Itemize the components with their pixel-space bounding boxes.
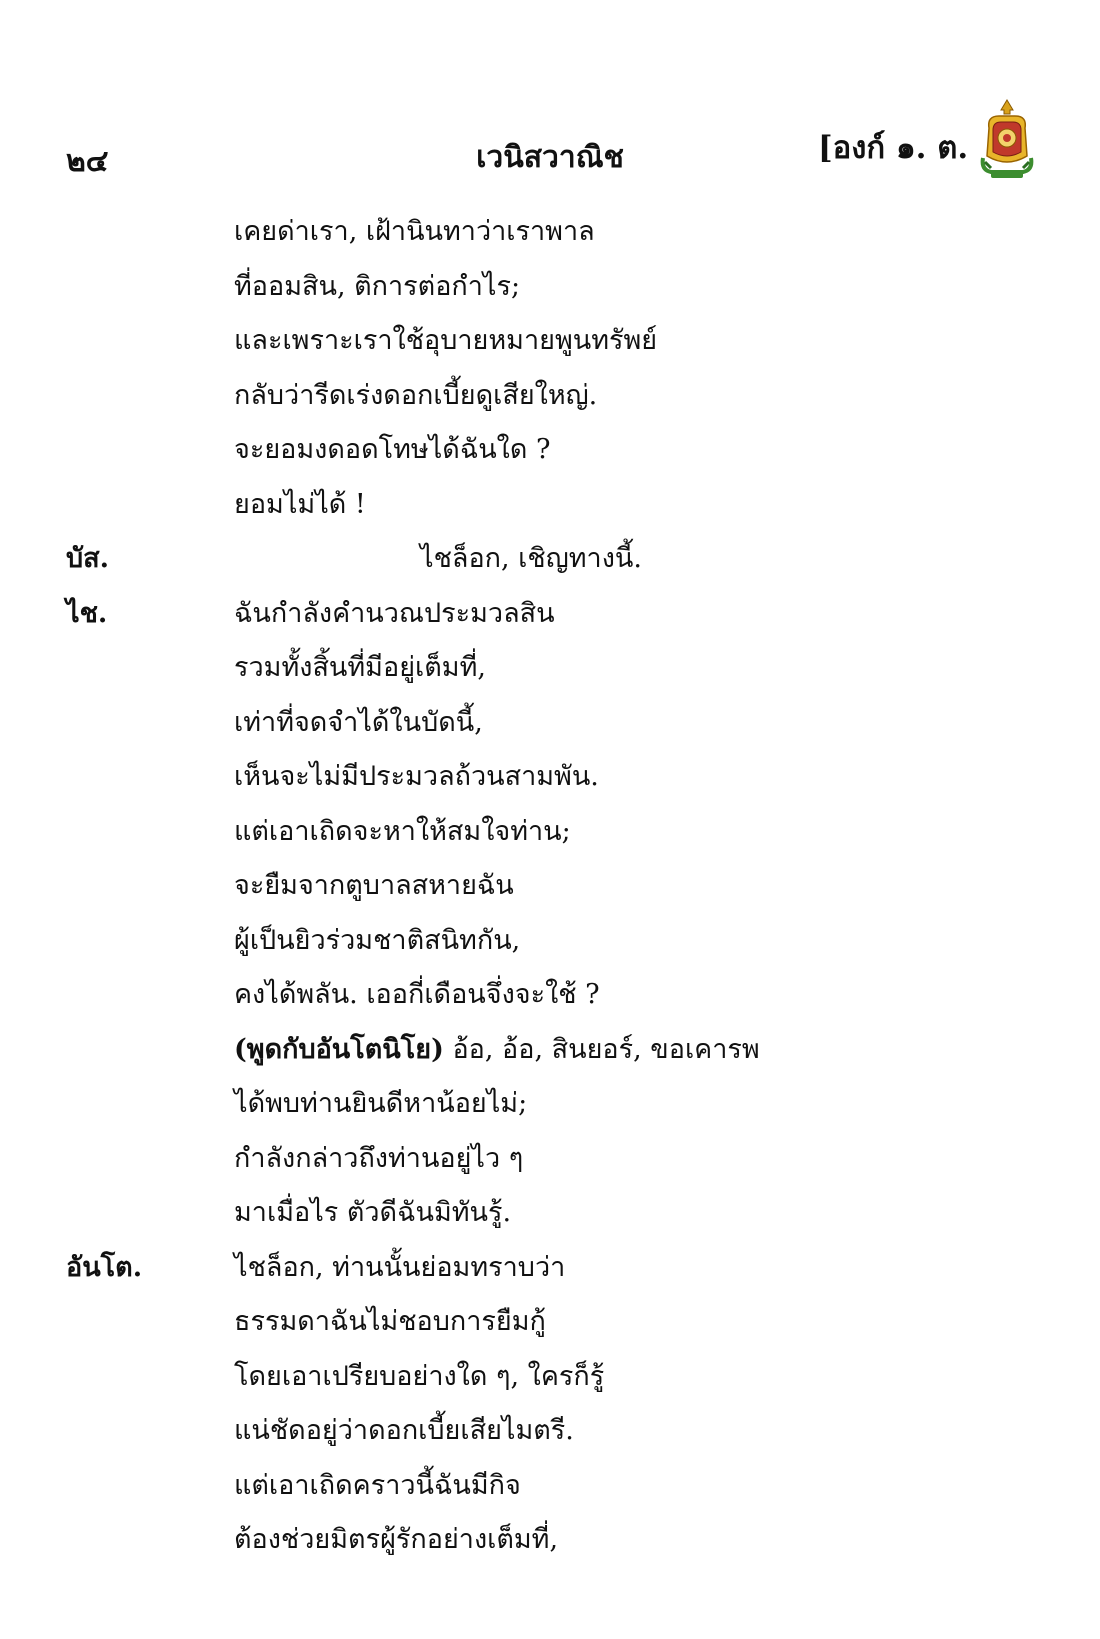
verse-text: ไชล็อก, เชิญทางนี้. (420, 543, 642, 574)
verse-line (0, 1295, 1100, 1350)
speaker-name: อันโต. (66, 1251, 143, 1283)
school-crest-seal-icon (977, 98, 1037, 182)
verse-text: ไชล็อก, ท่านนั้นย่อมทราบว่า (234, 1251, 566, 1283)
verse-line (0, 314, 1100, 369)
verse-text: ธรรมดาฉันไม่ชอบการยืมกู้ (234, 1306, 546, 1337)
speaker-name: ไช. (66, 597, 108, 629)
play-text (0, 205, 1100, 1568)
verse-line (0, 478, 1100, 533)
verse-text: คงได้พลัน. เออกี่เดือนจึ่งจะใช้ ? (234, 979, 600, 1010)
page-header (0, 118, 1100, 198)
verse-text: โดยเอาเปรียบอย่างใด ๆ, ใครก็รู้ (234, 1360, 605, 1392)
verse-text: จะยืมจากตูบาลสหายฉัน (234, 870, 514, 901)
verse-line (0, 369, 1100, 424)
verse-line (0, 423, 1100, 478)
stage-direction: (พูดกับอันโตนิโย) (234, 1033, 444, 1065)
verse-text: เคยด่าเรา, เฝ้านินทาว่าเราพาล (234, 216, 595, 247)
verse-line (0, 260, 1100, 315)
verse-text: รวมทั้งสิ้นที่มีอยู่เต็มที่, (234, 652, 486, 683)
verse-line (0, 532, 1100, 587)
verse-line (0, 1023, 1100, 1078)
verse-text: แน่ชัดอยู่ว่าดอกเบี้ยเสียไมตรี. (234, 1415, 574, 1446)
verse-text: กำลังกล่าวถึงท่านอยู่ไว ๆ (234, 1142, 524, 1174)
verse-line (0, 1186, 1100, 1241)
verse-line (0, 1241, 1100, 1296)
verse-text: อ้อ, อ้อ, สินยอร์, ขอเคารพ (443, 1033, 760, 1065)
verse-text: ยอมไม่ได้ ! (234, 488, 366, 520)
verse-text: กลับว่ารีดเร่งดอกเบี้ยดูเสียใหญ่. (234, 379, 598, 411)
verse-line (0, 805, 1100, 860)
verse-text: ผู้เป็นยิวร่วมชาติสนิทกัน, (234, 924, 521, 956)
verse-text: แต่เอาเถิดจะหาให้สมใจท่าน; (234, 815, 571, 847)
verse-text: และเพราะเราใช้อุบายหมายพูนทรัพย์ (234, 325, 658, 356)
verse-line (0, 696, 1100, 751)
verse-text: แต่เอาเถิดคราวนี้ฉันมีกิจ (234, 1469, 521, 1501)
verse-line (0, 205, 1100, 260)
verse-line (0, 859, 1100, 914)
verse-text: ฉันกำลังคำนวณประมวลสิน (234, 597, 555, 629)
verse-line (0, 750, 1100, 805)
verse-with-stage-direction (234, 1023, 760, 1078)
verse-line (0, 968, 1100, 1023)
verse-line (0, 1459, 1100, 1514)
act-scene-label: [องก์ ๑. ต. (818, 130, 969, 166)
verse-text: เห็นจะไม่มีประมวลถ้วนสามพัน. (234, 761, 599, 792)
verse-line (0, 1404, 1100, 1459)
verse-text: ต้องช่วยมิตรผู้รักอย่างเต็มที่, (234, 1524, 559, 1555)
verse-line (0, 1350, 1100, 1405)
verse-line (0, 1513, 1100, 1568)
verse-line (0, 1132, 1100, 1187)
page-number: ๒๔ (66, 144, 109, 179)
verse-line (0, 641, 1100, 696)
verse-text: มาเมื่อไร ตัวดีฉันมิทันรู้. (234, 1197, 512, 1228)
verse-text: เท่าที่จดจำได้ในบัดนี้, (234, 706, 483, 738)
verse-text: ที่ออมสิน, ติการต่อกำไร; (234, 270, 521, 302)
running-title: เวนิสวาณิช (476, 140, 624, 175)
speaker-name: บัส. (66, 543, 110, 574)
verse-line (0, 1077, 1100, 1132)
verse-text: จะยอมงดอดโทษได้ฉันใด ? (234, 434, 551, 465)
verse-line (0, 587, 1100, 642)
verse-line (0, 914, 1100, 969)
verse-text: ได้พบท่านยินดีหาน้อยไม่; (234, 1088, 528, 1119)
